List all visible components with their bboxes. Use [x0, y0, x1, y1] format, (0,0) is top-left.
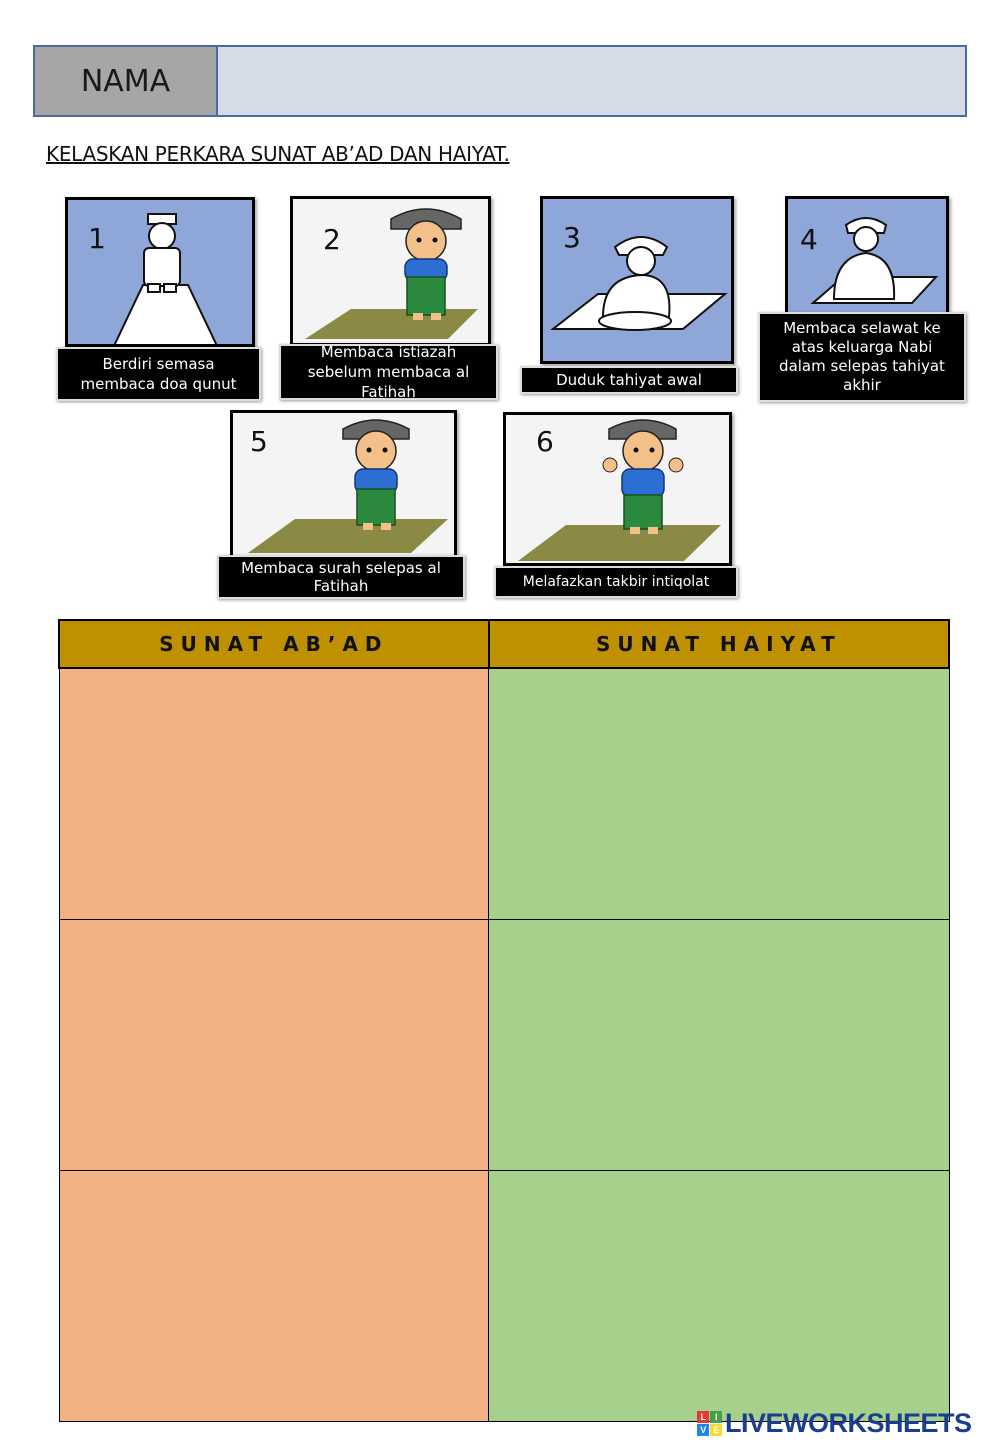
card-number: 5 [250, 425, 268, 458]
card-1-caption: Berdiri semasa membaca doa qunut [56, 347, 261, 401]
classification-table [58, 619, 950, 1422]
card-number: 2 [323, 223, 341, 256]
card-4-caption: Membaca selawat ke atas keluarga Nabi dalam selepas tahiyat akhir [758, 312, 966, 402]
instruction-text: KELASKAN PERKARA SUNAT AB’AD DAN HAIYAT. [46, 142, 510, 166]
card-number: 6 [536, 425, 554, 458]
card-2-caption: Membaca istiazah sebelum membaca al Fatihah [279, 344, 498, 400]
card-1-picture [65, 197, 255, 347]
sitting-tahiyat-akhir-icon [788, 199, 949, 316]
table-header-row [59, 620, 949, 668]
card-3-picture [540, 196, 734, 364]
table-row [59, 919, 949, 1170]
drop-zone-abad-2[interactable] [59, 919, 489, 1170]
card-number: 4 [800, 223, 818, 256]
name-bar [33, 45, 967, 117]
name-input[interactable] [218, 47, 965, 115]
card-4-picture [785, 196, 949, 316]
card-6-picture [503, 412, 732, 566]
watermark-text: LIVEWORKSHEETS [725, 1408, 972, 1438]
table-row [59, 668, 949, 919]
card-number: 1 [88, 222, 106, 255]
table-row [59, 1170, 949, 1421]
drop-zone-haiyat-1[interactable] [489, 668, 949, 919]
liveworksheets-logo-icon: L I V E [697, 1411, 722, 1436]
card-6-caption: Melafazkan takbir intiqolat [494, 566, 738, 598]
card-5-caption: Membaca surah selepas al Fatihah [217, 555, 465, 599]
card-3-caption: Duduk tahiyat awal [520, 366, 738, 394]
card-2-picture [290, 196, 491, 346]
drop-zone-haiyat-3[interactable] [489, 1170, 949, 1421]
card-number: 3 [563, 221, 581, 254]
liveworksheets-logo [697, 1408, 972, 1439]
drop-zone-abad-3[interactable] [59, 1170, 489, 1421]
header-sunat-abad: SUNAT AB’AD [59, 620, 489, 668]
header-sunat-haiyat: SUNAT HAIYAT [489, 620, 949, 668]
card-5-picture [230, 410, 457, 558]
drop-zone-haiyat-2[interactable] [489, 919, 949, 1170]
boy-standing-hands-folded-icon [293, 199, 491, 346]
drop-zone-abad-1[interactable] [59, 668, 489, 919]
name-label: NAMA [35, 47, 218, 115]
